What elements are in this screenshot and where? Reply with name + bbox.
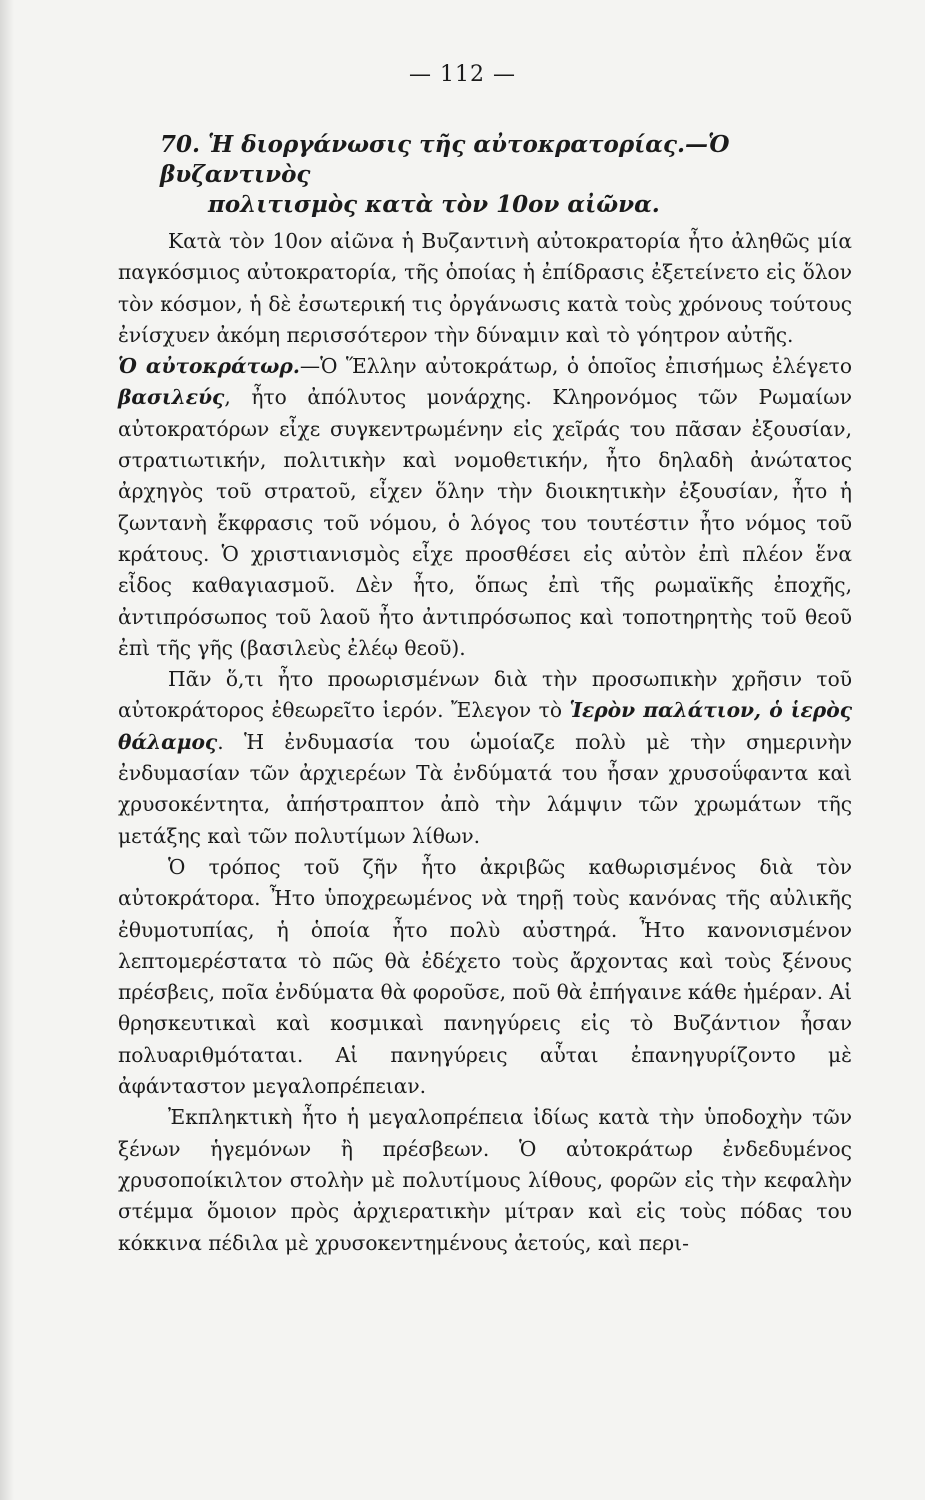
- section-heading-line-2: πολιτισμὸς κατὰ τὸν 10ον αἰῶνα.: [208, 191, 660, 218]
- page-edge-shadow: [0, 0, 14, 1500]
- paragraph-2-post: , ἦτο ἀπόλυτος μονάρχης. Κληρονόμος τῶν Ρωμαίων αὐτοκρατόρων εἶχε συγκεντρωμένην εἰς χεῖράς του πᾶσαν ἐξουσίαν, στρατιωτικήν, πολιτικὴν καὶ νομοθετικήν, ἦτο δηλαδὴ ἀνώτατος ἀρχηγὸς τοῦ στρατοῦ, εἶχεν ὅλην τὴν διοικητικὴν ἐξουσίαν, ἦτο ἡ ζωντανὴ ἔκφρασις τοῦ νόμου, ὁ λόγος του τουτέστιν ἦτο νόμος τοῦ κράτους. Ὁ χριστιανισμὸς εἶχε προσθέσει εἰς αὐτὸν ἐπὶ πλέον ἕνα εἶδος καθαγιασμοῦ. Δὲν ἦτο, ὅπως ἐπὶ τῆς ρωμαϊκῆς ἐποχῆς, ἀντιπρόσωπος τοῦ λαοῦ ἦτο ἀντιπρόσωπος καὶ τοποτηρητὴς τοῦ θεοῦ ἐπὶ τῆς γῆς (βασιλεὺς ἐλέῳ θεοῦ).: [118, 385, 852, 660]
- body-text: [118, 226, 852, 1259]
- paragraph-2-lead: Ὁ αὐτοκράτωρ.: [118, 354, 300, 379]
- paragraph-2-term: βασιλεύς: [118, 385, 225, 410]
- paragraph-2-pre: —Ὁ Ἕλλην αὐτοκράτωρ, ὁ ὁποῖος ἐπισήμως ἐλέγετο: [299, 354, 852, 379]
- paragraph-2: [118, 351, 852, 664]
- section-heading-line-1: 70. Ἡ διοργάνωσις τῆς αὐτοκρατορίας.—Ὁ βυζαντινὸς: [160, 131, 730, 188]
- paragraph-3-term: Ἱερὸν παλάτιον, ὁ ἱερὸς θάλαμος: [118, 698, 852, 754]
- paragraph-5: Ἐκπληκτικὴ ἦτο ἡ μεγαλοπρέπεια ἰδίως κατὰ τὴν ὑποδοχὴν τῶν ξένων ἡγεμόνων ἢ πρέσβεων. Ὁ αὐτοκράτωρ ἐνδεδυμένος χρυσοποίκιλτον στολὴν μὲ πολυτίμους λίθους, φορῶν εἰς τὴν κεφαλὴν στέμμα ὅμοιον πρὸς ἀρχιερατικὴν μίτραν καὶ εἰς τοὺς πόδας του κόκκινα πέδιλα μὲ χρυσοκεντημένους ἀετούς, καὶ περι-: [118, 1105, 852, 1255]
- page-number: — 112 —: [409, 62, 516, 87]
- paragraph-1: Κατὰ τὸν 10ον αἰῶνα ἡ Βυζαντινὴ αὐτοκρατορία ἦτο ἀληθῶς μία παγκόσμιος αὐτοκρατορία, τῆς ὁποίας ἡ ἐπίδρασις ἐξετείνετο εἰς ὅλον τὸν κόσμον, ἡ δὲ ἐσωτερική τις ὀργάνωσις κατὰ τοὺς χρόνους τούτους ἐνίσχυεν ἀκόμη περισσότερον τὴν δύναμιν καὶ τὸ γόητρον αὐτῆς.: [118, 229, 852, 347]
- section-heading: [160, 130, 880, 220]
- paragraph-4: Ὁ τρόπος τοῦ ζῆν ἦτο ἀκριβῶς καθωρισμένος διὰ τὸν αὐτοκράτορα. Ἦτο ὑποχρεωμένος νὰ τηρῇ τοὺς κανόνας τῆς αὐλικῆς ἐθυμοτυπίας, ἡ ὁποία ἦτο πολὺ αὐστηρά. Ἦτο κανονισμένον λεπτομερέστατα τὸ πῶς θὰ ἐδέχετο τοὺς ἄρχοντας καὶ τοὺς ξένους πρέσβεις, ποῖα ἐνδύματα θὰ φοροῦσε, ποῦ θὰ ἐπήγαινε κάθε ἡμέραν. Αἱ θρησκευτικαὶ καὶ κοσμικαὶ πανηγύρεις εἰς τὸ Βυζάντιον ἦσαν πολυαριθμόταται. Αἱ πανηγύρεις αὗται ἐπανηγυρίζοντο μὲ ἀφάνταστον μεγαλοπρέπειαν.: [118, 854, 852, 1099]
- paragraph-3: [118, 664, 852, 852]
- paragraph-3-pre: Πᾶν ὅ,τι ἦτο προωρισμένων διὰ τὴν προσωπικὴν χρῆσιν τοῦ αὐτοκράτορος ἐθεωρεῖτο ἱερόν. Ἔλεγον τὸ: [118, 667, 852, 723]
- paragraph-3-post: . Ἡ ἐνδυμασία του ὡμοίαζε πολὺ μὲ τὴν σημερινὴν ἐνδυμασίαν τῶν ἀρχιερέων Τὰ ἐνδύματά του ἦσαν χρυσοΰφαντα καὶ χρυσοκέντητα, ἀπήστραπτον ἀπὸ τὴν λάμψιν τῶν χρωμάτων τῆς μετάξης καὶ τῶν πολυτίμων λίθων.: [118, 729, 852, 848]
